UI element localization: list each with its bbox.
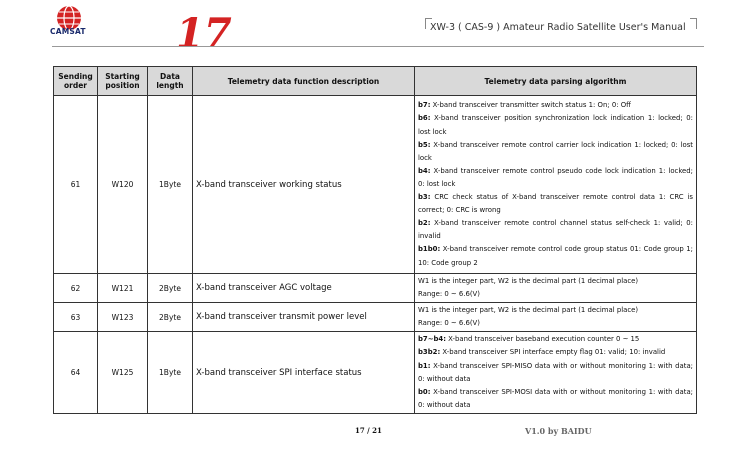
algorithm-text: X-band transceiver SPI-MOSI data with or without monitoring 1: with data; 0: without data bbox=[418, 387, 693, 409]
cell-data-length: 2Byte bbox=[148, 303, 193, 332]
cell-sending-order: 63 bbox=[54, 303, 98, 332]
algorithm-item bbox=[418, 139, 693, 165]
cell-parsing-algorithm bbox=[415, 303, 697, 332]
col-header-starting-position: Starting position bbox=[98, 67, 148, 96]
algorithm-item bbox=[418, 288, 693, 301]
bit-label: b1: bbox=[418, 361, 431, 370]
corner-mark bbox=[690, 18, 697, 29]
cell-function-description: X-band transceiver transmit power level bbox=[193, 303, 415, 332]
algorithm-text: Range: 0 ~ 6.6(V) bbox=[418, 319, 480, 328]
cell-starting-position: W125 bbox=[98, 332, 148, 414]
cell-data-length: 1Byte bbox=[148, 332, 193, 414]
algorithm-item bbox=[418, 275, 693, 288]
algorithm-text: W1 is the integer part, W2 is the decimal part (1 decimal place) bbox=[418, 277, 639, 285]
table-row bbox=[54, 96, 697, 274]
bit-label: b1b0: bbox=[418, 245, 441, 254]
algorithm-text: X-band transceiver baseband execution counter 0 ~ 15 bbox=[445, 335, 640, 344]
algorithm-text: X-band transceiver transmitter switch status 1: On; 0: Off bbox=[430, 101, 631, 110]
algorithm-text: X-band transceiver remote control code group status 01: Code group 1; 10: Code group 2 bbox=[418, 245, 693, 267]
col-header-function: Telemetry data function description bbox=[193, 67, 415, 96]
cell-function-description: X-band transceiver SPI interface status bbox=[193, 332, 415, 414]
bit-label: b5: bbox=[418, 140, 431, 149]
col-header-data-length: Data length bbox=[148, 67, 193, 96]
algorithm-text: X-band transceiver SPI-MISO data with or without monitoring 1: with data; 0: without data bbox=[418, 361, 693, 383]
table-row bbox=[54, 274, 697, 303]
cell-parsing-algorithm bbox=[415, 274, 697, 303]
bit-label: b7~b4: bbox=[418, 335, 446, 344]
table-row bbox=[54, 303, 697, 332]
telemetry-table bbox=[53, 66, 697, 414]
cell-sending-order: 61 bbox=[54, 96, 98, 274]
bit-label: b6: bbox=[418, 114, 431, 123]
algorithm-text: X-band transceiver remote control pseudo code lock indication 1: locked; 0: lost lock bbox=[418, 166, 693, 188]
bit-label: b3b2: bbox=[418, 348, 441, 357]
algorithm-item bbox=[418, 317, 693, 330]
logo-text: CAMSAT bbox=[50, 27, 86, 36]
algorithm-item bbox=[418, 333, 693, 346]
cell-starting-position: W121 bbox=[98, 274, 148, 303]
header-divider bbox=[52, 46, 704, 47]
algorithm-text: W1 is the integer part, W2 is the decimal part (1 decimal place) bbox=[418, 306, 639, 315]
corner-mark bbox=[425, 18, 432, 29]
algorithm-item bbox=[418, 386, 693, 412]
page-number-big: 17 bbox=[176, 10, 232, 57]
cell-sending-order: 64 bbox=[54, 332, 98, 414]
algorithm-item bbox=[418, 112, 693, 138]
cell-starting-position: W120 bbox=[98, 96, 148, 274]
bit-label: b7: bbox=[418, 101, 431, 110]
algorithm-item bbox=[418, 346, 693, 359]
bit-label: b0: bbox=[418, 387, 431, 396]
footer-page-number: 17 / 21 bbox=[355, 426, 382, 435]
bit-label: b4: bbox=[418, 166, 431, 175]
col-header-sending-order: Sending order bbox=[54, 67, 98, 96]
cell-sending-order: 62 bbox=[54, 274, 98, 303]
cell-data-length: 1Byte bbox=[148, 96, 193, 274]
document-title: XW-3 ( CAS-9 ) Amateur Radio Satellite User's Manual bbox=[430, 22, 686, 33]
algorithm-item bbox=[418, 165, 693, 191]
table-row bbox=[54, 332, 697, 414]
cell-parsing-algorithm bbox=[415, 332, 697, 414]
table-header-row bbox=[54, 67, 697, 96]
cell-parsing-algorithm bbox=[415, 96, 697, 274]
bit-label: b3: bbox=[418, 193, 431, 202]
col-header-algorithm: Telemetry data parsing algorithm bbox=[415, 67, 697, 96]
algorithm-item bbox=[418, 99, 693, 112]
cell-function-description: X-band transceiver AGC voltage bbox=[193, 274, 415, 303]
algorithm-item bbox=[418, 191, 693, 217]
algorithm-item bbox=[418, 243, 693, 269]
algorithm-item bbox=[418, 217, 693, 243]
algorithm-text: X-band transceiver remote control carrier lock indication 1: locked; 0: lost lock bbox=[418, 140, 693, 162]
cell-starting-position: W123 bbox=[98, 303, 148, 332]
algorithm-item bbox=[418, 360, 693, 386]
footer-version: V1.0 by BAIDU bbox=[525, 426, 592, 436]
algorithm-text: X-band transceiver remote control channel status self-check 1: valid; 0: invalid bbox=[418, 219, 693, 241]
algorithm-text: Range: 0 ~ 6.6(V) bbox=[418, 290, 480, 299]
algorithm-text: X-band transceiver position synchronization lock indication 1: locked; 0: lost lock bbox=[418, 114, 693, 136]
cell-function-description: X-band transceiver working status bbox=[193, 96, 415, 274]
algorithm-text: X-band transceiver SPI interface empty flag 01: valid; 10: invalid bbox=[440, 348, 666, 357]
algorithm-text: CRC check status of X-band transceiver remote control data 1: CRC is correct; 0: CRC is wrong bbox=[418, 193, 693, 215]
bit-label: b2: bbox=[418, 219, 431, 228]
cell-data-length: 2Byte bbox=[148, 274, 193, 303]
algorithm-item bbox=[418, 304, 693, 317]
